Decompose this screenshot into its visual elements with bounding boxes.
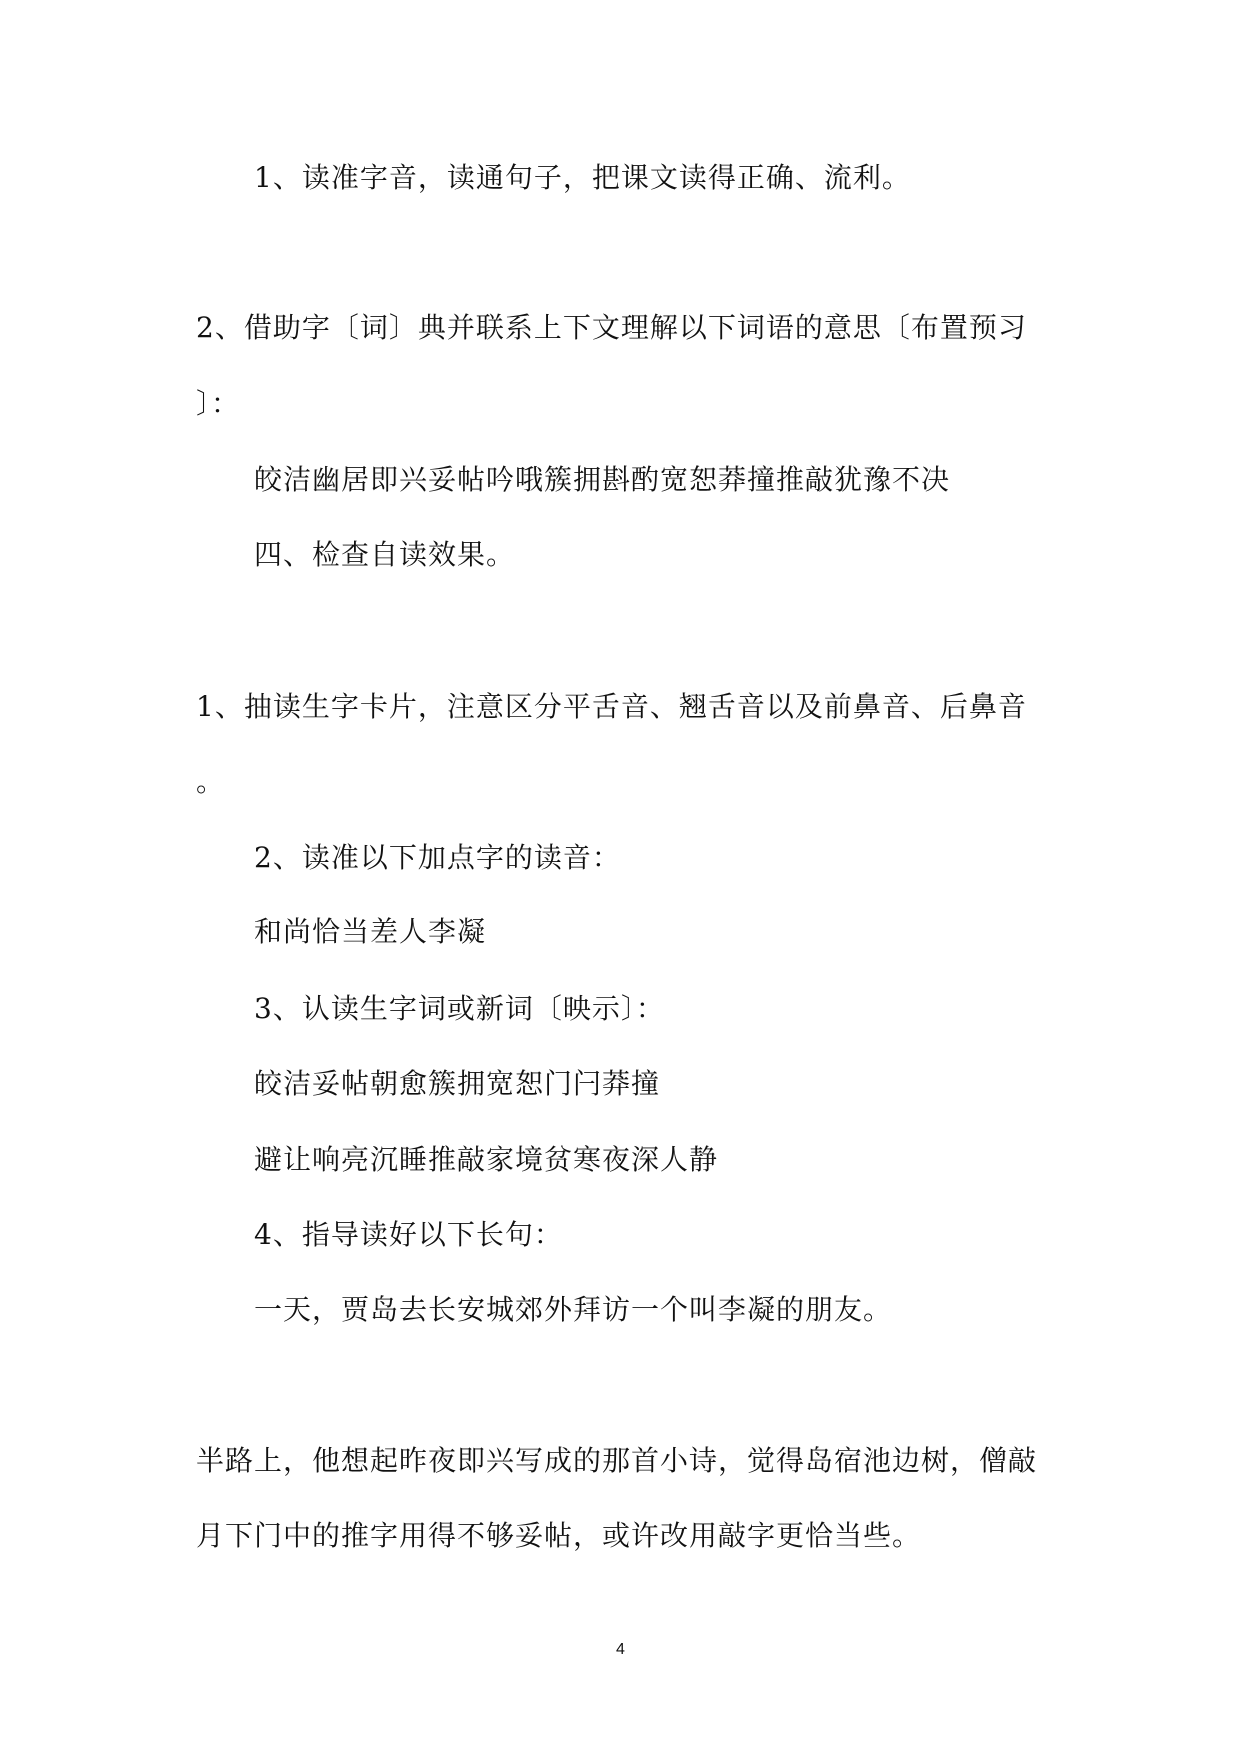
text-line-13: 4、指导读好以下长句： [254, 1218, 563, 1251]
text-line-3: 〕： [196, 387, 241, 420]
text-line-14: 一天，贾岛去长安城郊外拜访一个叫李凝的朋友。 [254, 1293, 893, 1326]
text-line-9: 和尚恰当差人李凝 [254, 915, 487, 948]
text-line-12: 避让响亮沉睡推敲家境贫寒夜深人静 [254, 1143, 719, 1176]
page-number: 4 [616, 1641, 625, 1658]
text-line-15: 半路上，他想起昨夜即兴写成的那首小诗，觉得岛宿池边树，僧敲 [196, 1444, 1038, 1477]
text-line-2: 2、借助字〔词〕典并联系上下文理解以下词语的意思〔布置预习 [196, 311, 1027, 344]
text-line-10: 3、认读生字词或新词〔映示〕： [254, 992, 665, 1025]
text-line-5: 四、检查自读效果。 [254, 538, 516, 571]
text-line-16: 月下门中的推字用得不够妥帖，或许改用敲字更恰当些。 [196, 1519, 922, 1552]
text-line-8: 2、读准以下加点字的读音： [254, 841, 621, 874]
text-line-6: 1、抽读生字卡片，注意区分平舌音、翘舌音以及前鼻音、后鼻音 [196, 690, 1027, 723]
text-line-7: 。 [196, 765, 226, 798]
text-line-1: 1、读准字音，读通句子，把课文读得正确、流利。 [254, 161, 911, 194]
text-line-11: 皎洁妥帖朝愈簇拥宽恕门闩莽撞 [254, 1067, 661, 1100]
text-line-4: 皎洁幽居即兴妥帖吟哦簇拥斟酌宽恕莽撞推敲犹豫不决 [254, 463, 951, 496]
